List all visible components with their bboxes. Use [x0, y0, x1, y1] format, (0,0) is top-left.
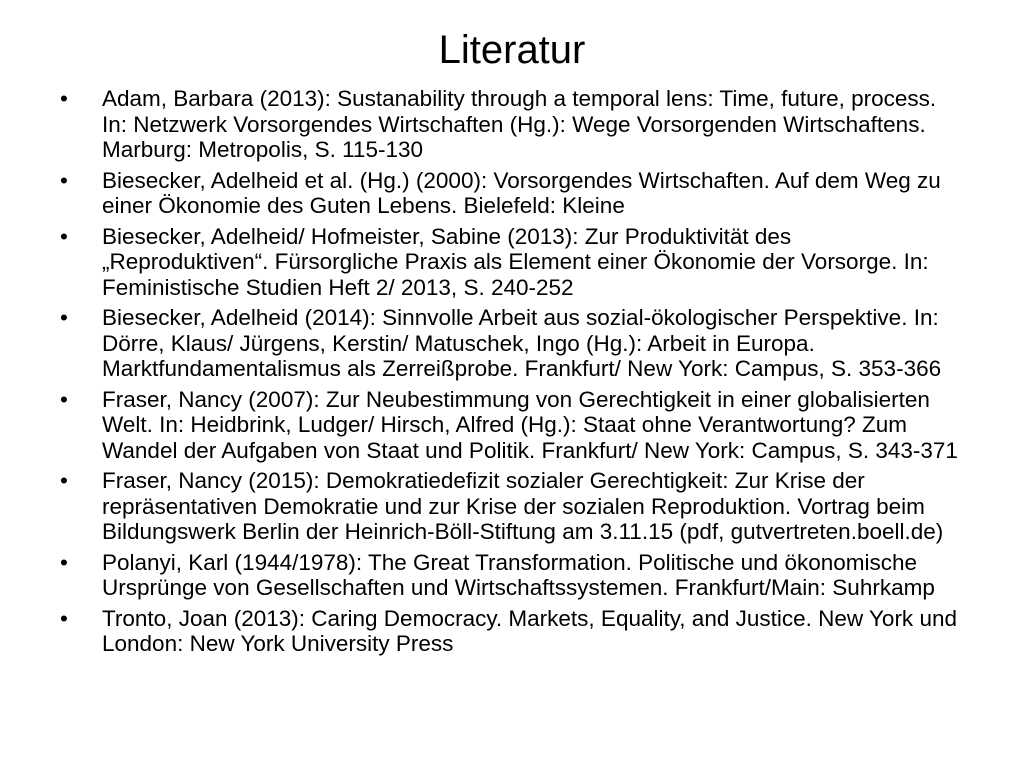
reference-item	[60, 305, 960, 382]
reference-text: Fraser, Nancy (2015): Demokratiedefizit sozialer Gerechtigkeit: Zur Krise der repräsentativen Demokratie und zur Krise der sozialen Reproduktion. Vortrag beim Bildungswerk Berlin der Heinrich-Böll-Stiftung am 3.11.15 (pdf, gutvertreten.boell.de)	[102, 468, 944, 544]
reference-item	[60, 387, 960, 464]
reference-item	[60, 550, 960, 601]
bullet-icon: •	[60, 605, 68, 631]
bullet-icon: •	[60, 468, 68, 493]
reference-text: Biesecker, Adelheid et al. (Hg.) (2000): Vorsorgendes Wirtschaften. Auf dem Weg zu einer Ökonomie des Guten Lebens. Bielefeld: Kleine	[102, 167, 941, 218]
reference-item	[60, 86, 960, 163]
reference-text: Tronto, Joan (2013): Caring Democracy. Markets, Equality, and Justice. New York und London: New York University Press	[102, 605, 957, 656]
reference-item	[60, 606, 960, 657]
reference-item	[60, 468, 960, 545]
reference-text: Polanyi, Karl (1944/1978): The Great Transformation. Politische und ökonomische Ursprünge von Gesellschaften und Wirtschaftssystemen. Frankfurt/Main: Suhrkamp	[102, 549, 935, 600]
bullet-icon: •	[60, 549, 68, 575]
slide-title: Literatur	[438, 28, 586, 72]
bullet-icon: •	[60, 86, 68, 111]
reference-text: Fraser, Nancy (2007): Zur Neubestimmung von Gerechtigkeit in einer globalisierten Welt. In: Heidbrink, Ludger/ Hirsch, Alfred (Hg.): Staat ohne Verantwortung? Zum Wandel der Aufgaben von Staat und Politik. Frankfurt/ New York: Campus, S. 343-371	[102, 386, 958, 463]
reference-text: Biesecker, Adelheid/ Hofmeister, Sabine (2013): Zur Produktivität des „Reproduktiven“. Fürsorgliche Praxis als Element einer Ökonomie der Vorsorge. In: Feministische Studien Heft 2/ 2013, S. 240-252	[102, 223, 929, 300]
reference-item	[60, 224, 960, 301]
reference-list	[60, 86, 960, 662]
reference-text: Biesecker, Adelheid (2014): Sinnvolle Arbeit aus sozial-ökologischer Perspektive. In: Dörre, Klaus/ Jürgens, Kerstin/ Matuschek, Ingo (Hg.): Arbeit in Europa. Marktfundamentalismus als Zerreißprobe. Frankfurt/ New York: Campus, S. 353-366	[102, 305, 942, 381]
bullet-icon: •	[60, 305, 68, 330]
bullet-icon: •	[60, 167, 68, 193]
bullet-icon: •	[60, 223, 68, 249]
bullet-icon: •	[60, 386, 68, 412]
reference-item	[60, 168, 960, 219]
reference-text: Adam, Barbara (2013): Sustanability through a temporal lens: Time, future, process. In: Netzwerk Vorsorgendes Wirtschaften (Hg.): Wege Vorsorgenden Wirtschaftens. Marburg: Metropolis, S. 115-130	[102, 86, 937, 162]
